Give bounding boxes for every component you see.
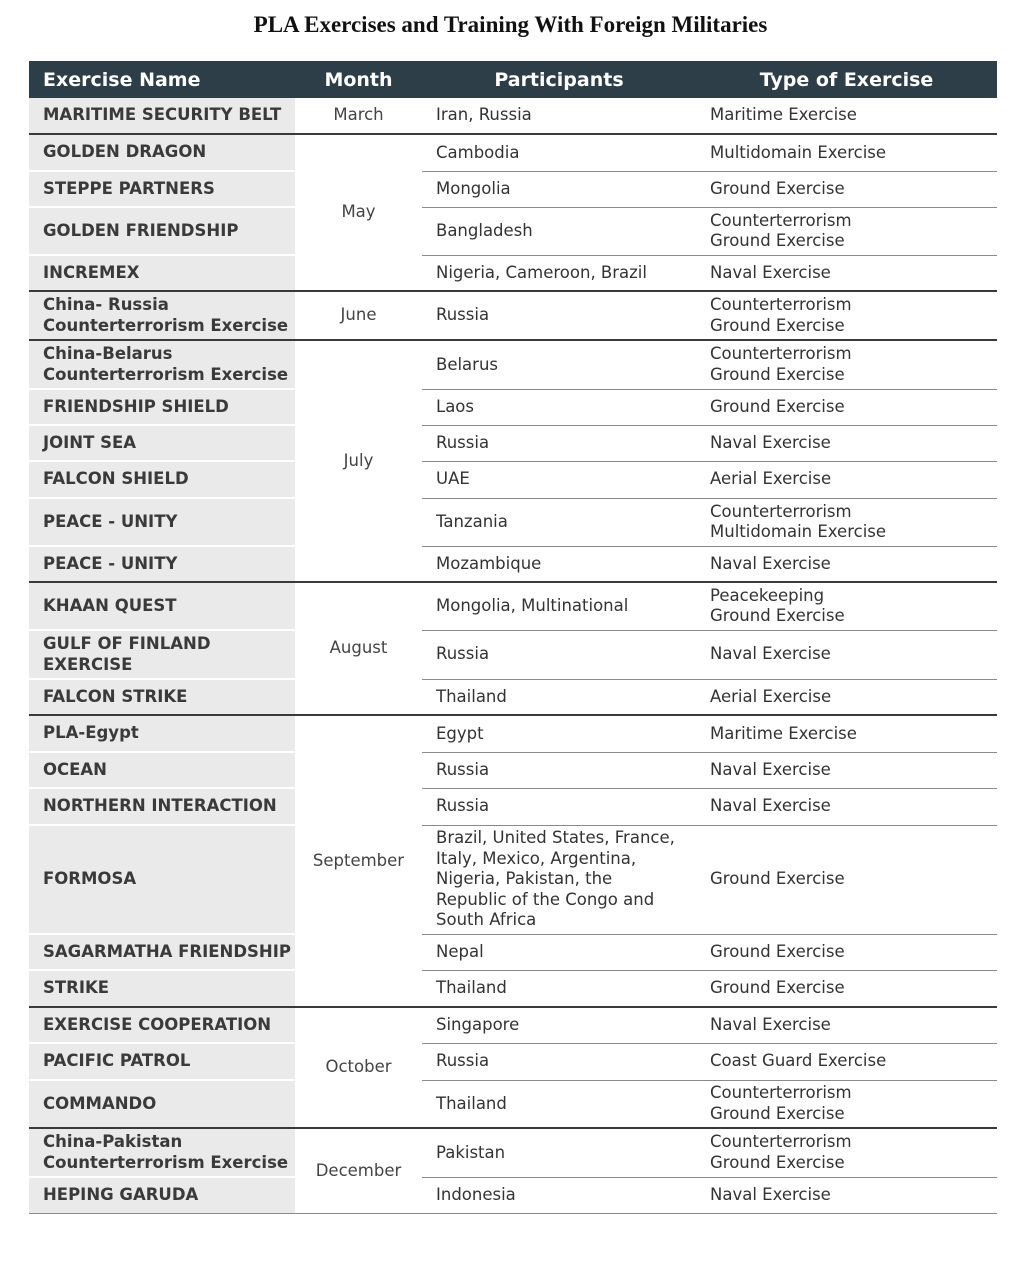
participants-cell: Nigeria, Cameroon, Brazil: [422, 255, 696, 291]
exercise-name-cell: China- Russia Counterterrorism Exercise: [29, 291, 295, 340]
participants-cell: Mongolia, Multinational: [422, 582, 696, 630]
participants-cell: Russia: [422, 291, 696, 340]
table-row: [29, 715, 997, 752]
table-row: [29, 255, 997, 291]
exercise-name-cell: EXERCISE COOPERATION: [29, 1007, 295, 1043]
type-cell: Maritime Exercise: [696, 98, 997, 134]
participants-cell: Iran, Russia: [422, 98, 696, 134]
exercise-name-cell: FALCON SHIELD: [29, 461, 295, 498]
type-cell: Counterterrorism Ground Exercise: [696, 1080, 997, 1128]
type-cell: Naval Exercise: [696, 630, 997, 679]
participants-cell: Russia: [422, 752, 696, 788]
participants-cell: Thailand: [422, 1080, 696, 1128]
type-cell: Ground Exercise: [696, 389, 997, 425]
participants-cell: Russia: [422, 425, 696, 461]
table-row: [29, 425, 997, 461]
table-row: [29, 582, 997, 630]
exercise-name-cell: STEPPE PARTNERS: [29, 171, 295, 207]
participants-cell: Thailand: [422, 970, 696, 1007]
table-row: [29, 679, 997, 715]
header-month: Month: [295, 61, 422, 98]
exercise-name-cell: MARITIME SECURITY BELT: [29, 98, 295, 134]
type-cell: Counterterrorism Ground Exercise: [696, 207, 997, 255]
participants-cell: Russia: [422, 788, 696, 825]
exercise-name-cell: PLA-Egypt: [29, 715, 295, 752]
participants-cell: Egypt: [422, 715, 696, 752]
type-cell: Maritime Exercise: [696, 715, 997, 752]
exercise-name-cell: GOLDEN DRAGON: [29, 134, 295, 171]
exercise-name-cell: INCREMEX: [29, 255, 295, 291]
exercise-name-cell: NORTHERN INTERACTION: [29, 788, 295, 825]
month-cell: August: [295, 582, 422, 715]
exercise-name-cell: JOINT SEA: [29, 425, 295, 461]
month-cell: June: [295, 291, 422, 340]
table-row: [29, 461, 997, 498]
participants-cell: UAE: [422, 461, 696, 498]
header-exercise-name: Exercise Name: [29, 61, 295, 98]
exercise-name-cell: STRIKE: [29, 970, 295, 1007]
exercise-name-cell: HEPING GARUDA: [29, 1177, 295, 1213]
participants-cell: Bangladesh: [422, 207, 696, 255]
participants-cell: Pakistan: [422, 1128, 696, 1177]
document-title: PLA Exercises and Training With Foreign Militaries: [253, 12, 768, 37]
type-cell: Multidomain Exercise: [696, 134, 997, 171]
type-cell: Naval Exercise: [696, 255, 997, 291]
month-cell: December: [295, 1128, 422, 1213]
type-cell: Naval Exercise: [696, 788, 997, 825]
exercise-name-cell: FORMOSA: [29, 825, 295, 934]
exercise-name-cell: SAGARMATHA FRIENDSHIP: [29, 934, 295, 970]
participants-cell: Belarus: [422, 340, 696, 389]
table-row: [29, 207, 997, 255]
table-row: [29, 1007, 997, 1043]
header-participants: Participants: [422, 61, 696, 98]
table-header-row: [29, 61, 997, 98]
participants-cell: Russia: [422, 1043, 696, 1080]
table-row: [29, 389, 997, 425]
table-row: [29, 934, 997, 970]
type-cell: Naval Exercise: [696, 425, 997, 461]
header-type: Type of Exercise: [696, 61, 997, 98]
table-row: [29, 498, 997, 546]
exercise-name-cell: PEACE - UNITY: [29, 546, 295, 582]
participants-cell: Russia: [422, 630, 696, 679]
type-cell: Counterterrorism Ground Exercise: [696, 1128, 997, 1177]
type-cell: Ground Exercise: [696, 970, 997, 1007]
participants-cell: Nepal: [422, 934, 696, 970]
table-row: [29, 825, 997, 934]
table-row: [29, 98, 997, 134]
participants-cell: Mozambique: [422, 546, 696, 582]
type-cell: Aerial Exercise: [696, 679, 997, 715]
type-cell: Coast Guard Exercise: [696, 1043, 997, 1080]
participants-cell: Brazil, United States, France, Italy, Mexico, Argentina, Nigeria, Pakistan, the Republic of the Congo and South Africa: [422, 825, 696, 934]
type-cell: Counterterrorism Ground Exercise: [696, 340, 997, 389]
exercise-name-cell: PACIFIC PATROL: [29, 1043, 295, 1080]
table-row: [29, 788, 997, 825]
table-row: [29, 340, 997, 389]
table-row: [29, 1043, 997, 1080]
participants-cell: Singapore: [422, 1007, 696, 1043]
type-cell: Naval Exercise: [696, 752, 997, 788]
type-cell: Counterterrorism Multidomain Exercise: [696, 498, 997, 546]
table-row: [29, 171, 997, 207]
month-cell: July: [295, 340, 422, 582]
type-cell: Naval Exercise: [696, 1177, 997, 1213]
month-cell: March: [295, 98, 422, 134]
table-row: [29, 630, 997, 679]
table-row: [29, 134, 997, 171]
table-row: [29, 291, 997, 340]
type-cell: Ground Exercise: [696, 825, 997, 934]
participants-cell: Tanzania: [422, 498, 696, 546]
type-cell: Ground Exercise: [696, 934, 997, 970]
exercise-name-cell: China-Belarus Counterterrorism Exercise: [29, 340, 295, 389]
month-cell: October: [295, 1007, 422, 1128]
table-row: [29, 1128, 997, 1177]
table-row: [29, 1080, 997, 1128]
participants-cell: Indonesia: [422, 1177, 696, 1213]
type-cell: Naval Exercise: [696, 546, 997, 582]
participants-cell: Laos: [422, 389, 696, 425]
table-row: [29, 970, 997, 1007]
exercise-name-cell: OCEAN: [29, 752, 295, 788]
type-cell: Aerial Exercise: [696, 461, 997, 498]
participants-cell: Mongolia: [422, 171, 696, 207]
exercise-name-cell: FRIENDSHIP SHIELD: [29, 389, 295, 425]
table-row: [29, 546, 997, 582]
participants-cell: Cambodia: [422, 134, 696, 171]
month-cell: May: [295, 134, 422, 291]
type-cell: Peacekeeping Ground Exercise: [696, 582, 997, 630]
exercise-name-cell: PEACE - UNITY: [29, 498, 295, 546]
table-row: [29, 1177, 997, 1213]
table-row: [29, 752, 997, 788]
exercise-name-cell: FALCON STRIKE: [29, 679, 295, 715]
type-cell: Ground Exercise: [696, 171, 997, 207]
exercise-name-cell: GULF OF FINLAND EXERCISE: [29, 630, 295, 679]
exercise-name-cell: China-Pakistan Counterterrorism Exercise: [29, 1128, 295, 1177]
type-cell: Naval Exercise: [696, 1007, 997, 1043]
participants-cell: Thailand: [422, 679, 696, 715]
exercise-name-cell: GOLDEN FRIENDSHIP: [29, 207, 295, 255]
type-cell: Counterterrorism Ground Exercise: [696, 291, 997, 340]
exercise-name-cell: COMMANDO: [29, 1080, 295, 1128]
exercises-table: [29, 61, 997, 1214]
exercise-name-cell: KHAAN QUEST: [29, 582, 295, 630]
month-cell: September: [295, 715, 422, 1007]
